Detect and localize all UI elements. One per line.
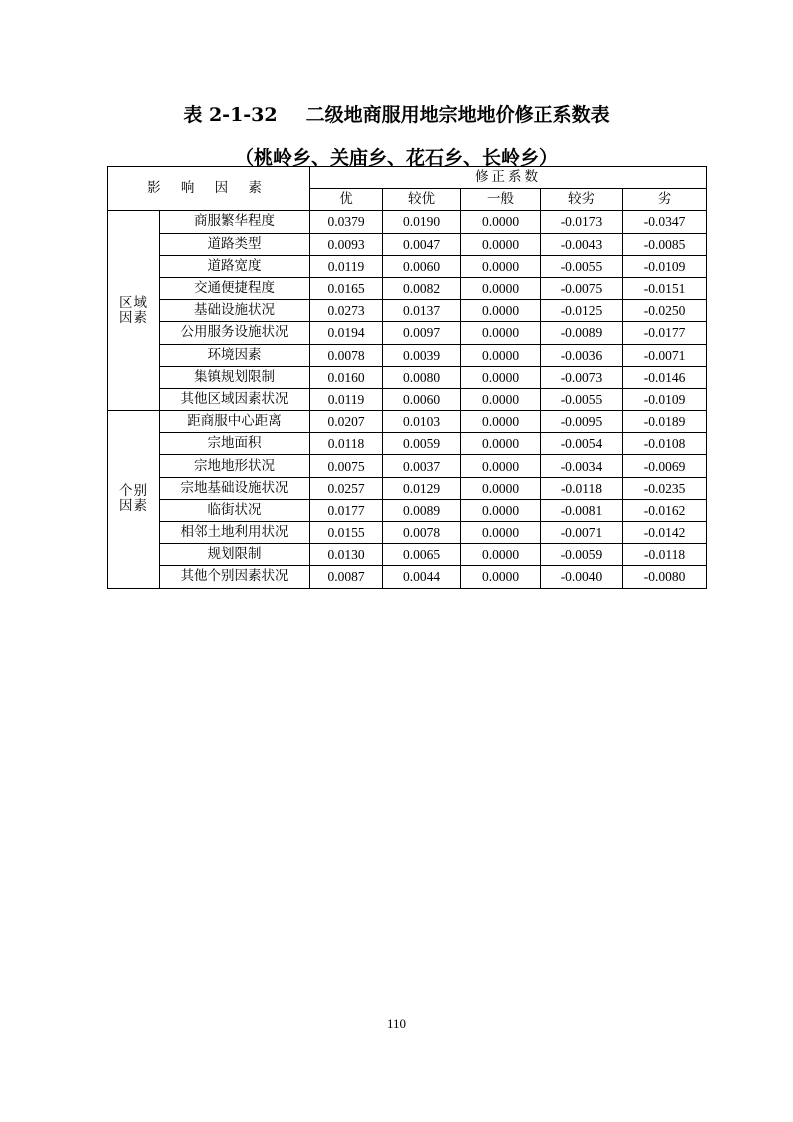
coef-value: -0.0089 bbox=[541, 322, 623, 344]
table-title bbox=[0, 100, 793, 127]
factor-name: 宗地基础设施状况 bbox=[160, 477, 310, 499]
factor-name: 集镇规划限制 bbox=[160, 366, 310, 388]
coef-value: -0.0162 bbox=[623, 499, 707, 521]
coef-value: 0.0000 bbox=[461, 211, 541, 233]
coef-value: 0.0000 bbox=[461, 566, 541, 588]
group-label-line: 区域 bbox=[119, 294, 148, 311]
coef-value: 0.0000 bbox=[461, 388, 541, 410]
factor-name: 规划限制 bbox=[160, 544, 310, 566]
coef-value: 0.0190 bbox=[383, 211, 461, 233]
coef-value: 0.0118 bbox=[310, 433, 383, 455]
correction-coefficient-table bbox=[107, 166, 707, 589]
coef-value: -0.0118 bbox=[623, 544, 707, 566]
factor-name: 商服繁华程度 bbox=[160, 211, 310, 233]
coef-value: -0.0109 bbox=[623, 388, 707, 410]
coef-value: 0.0119 bbox=[310, 388, 383, 410]
coef-value: -0.0250 bbox=[623, 300, 707, 322]
factor-name: 相邻土地利用状况 bbox=[160, 522, 310, 544]
coef-value: 0.0000 bbox=[461, 433, 541, 455]
coef-value: 0.0060 bbox=[383, 388, 461, 410]
coef-value: 0.0082 bbox=[383, 277, 461, 299]
table-row bbox=[108, 566, 707, 588]
coef-value: -0.0146 bbox=[623, 366, 707, 388]
coef-value: 0.0065 bbox=[383, 544, 461, 566]
group-label-line: 因素 bbox=[119, 498, 148, 515]
header-level: 一般 bbox=[461, 189, 541, 211]
coef-value: 0.0078 bbox=[383, 522, 461, 544]
coef-value: -0.0034 bbox=[541, 455, 623, 477]
coef-value: 0.0000 bbox=[461, 344, 541, 366]
coef-value: -0.0085 bbox=[623, 233, 707, 255]
coef-value: -0.0075 bbox=[541, 277, 623, 299]
coef-value: -0.0173 bbox=[541, 211, 623, 233]
coef-value: 0.0078 bbox=[310, 344, 383, 366]
coef-value: -0.0040 bbox=[541, 566, 623, 588]
factor-name: 临街状况 bbox=[160, 499, 310, 521]
coef-value: 0.0130 bbox=[310, 544, 383, 566]
coef-value: 0.0000 bbox=[461, 255, 541, 277]
table-row bbox=[108, 544, 707, 566]
header-level: 优 bbox=[310, 189, 383, 211]
table-row bbox=[108, 322, 707, 344]
header-row-1 bbox=[108, 167, 707, 189]
group-label bbox=[108, 211, 160, 411]
coef-value: 0.0000 bbox=[461, 499, 541, 521]
coef-value: 0.0155 bbox=[310, 522, 383, 544]
table-row bbox=[108, 477, 707, 499]
coef-value: -0.0151 bbox=[623, 277, 707, 299]
factor-name: 宗地地形状况 bbox=[160, 455, 310, 477]
header-level: 较劣 bbox=[541, 189, 623, 211]
coef-value: 0.0273 bbox=[310, 300, 383, 322]
factor-name: 宗地面积 bbox=[160, 433, 310, 455]
table-row bbox=[108, 411, 707, 433]
coef-value: 0.0257 bbox=[310, 477, 383, 499]
coef-value: 0.0039 bbox=[383, 344, 461, 366]
factor-name: 交通便捷程度 bbox=[160, 277, 310, 299]
coef-value: -0.0080 bbox=[623, 566, 707, 588]
header-level: 较优 bbox=[383, 189, 461, 211]
coef-value: 0.0060 bbox=[383, 255, 461, 277]
table-title-text: 二级地商服用地宗地地价修正系数表 bbox=[305, 104, 610, 126]
factor-name: 公用服务设施状况 bbox=[160, 322, 310, 344]
coef-value: 0.0087 bbox=[310, 566, 383, 588]
coef-value: -0.0109 bbox=[623, 255, 707, 277]
coef-value: 0.0194 bbox=[310, 322, 383, 344]
factor-name: 道路类型 bbox=[160, 233, 310, 255]
page-number: 110 bbox=[386, 1016, 407, 1031]
group-label-line: 因素 bbox=[119, 309, 148, 326]
table-number: 表 2-1-32 bbox=[183, 104, 278, 126]
coef-value: 0.0160 bbox=[310, 366, 383, 388]
coef-value: 0.0093 bbox=[310, 233, 383, 255]
table-row bbox=[108, 277, 707, 299]
coef-value: -0.0055 bbox=[541, 388, 623, 410]
factor-name: 环境因素 bbox=[160, 344, 310, 366]
factor-name: 道路宽度 bbox=[160, 255, 310, 277]
factor-name: 其他个别因素状况 bbox=[160, 566, 310, 588]
table-row bbox=[108, 388, 707, 410]
coef-value: -0.0177 bbox=[623, 322, 707, 344]
coef-value: -0.0095 bbox=[541, 411, 623, 433]
coef-value: 0.0000 bbox=[461, 477, 541, 499]
coef-value: 0.0000 bbox=[461, 366, 541, 388]
factor-name: 基础设施状况 bbox=[160, 300, 310, 322]
coef-value: -0.0069 bbox=[623, 455, 707, 477]
coef-value: 0.0379 bbox=[310, 211, 383, 233]
coef-value: 0.0000 bbox=[461, 277, 541, 299]
coef-value: -0.0073 bbox=[541, 366, 623, 388]
coef-value: 0.0000 bbox=[461, 544, 541, 566]
table-row bbox=[108, 344, 707, 366]
coef-value: -0.0081 bbox=[541, 499, 623, 521]
coef-value: 0.0165 bbox=[310, 277, 383, 299]
coef-value: 0.0000 bbox=[461, 411, 541, 433]
header-factor: 影 响 因 素 bbox=[108, 167, 310, 211]
table-row bbox=[108, 233, 707, 255]
coef-value: 0.0097 bbox=[383, 322, 461, 344]
table-row bbox=[108, 433, 707, 455]
coef-value: 0.0177 bbox=[310, 499, 383, 521]
coef-value: -0.0071 bbox=[623, 344, 707, 366]
coef-value: -0.0347 bbox=[623, 211, 707, 233]
coef-value: 0.0129 bbox=[383, 477, 461, 499]
factor-name: 其他区域因素状况 bbox=[160, 388, 310, 410]
coef-value: -0.0118 bbox=[541, 477, 623, 499]
coef-value: 0.0137 bbox=[383, 300, 461, 322]
coef-value: 0.0000 bbox=[461, 522, 541, 544]
table-row bbox=[108, 255, 707, 277]
coef-value: 0.0207 bbox=[310, 411, 383, 433]
coef-value: 0.0044 bbox=[383, 566, 461, 588]
table-row bbox=[108, 522, 707, 544]
coef-value: 0.0089 bbox=[383, 499, 461, 521]
factor-name: 距商服中心距离 bbox=[160, 411, 310, 433]
coef-value: -0.0059 bbox=[541, 544, 623, 566]
header-coef: 修正系数 bbox=[310, 167, 707, 189]
table-row bbox=[108, 366, 707, 388]
coef-value: -0.0036 bbox=[541, 344, 623, 366]
header-level: 劣 bbox=[623, 189, 707, 211]
coef-value: 0.0000 bbox=[461, 455, 541, 477]
coef-value: 0.0000 bbox=[461, 233, 541, 255]
coef-value: -0.0055 bbox=[541, 255, 623, 277]
coef-value: -0.0054 bbox=[541, 433, 623, 455]
coef-value: -0.0142 bbox=[623, 522, 707, 544]
coef-value: 0.0119 bbox=[310, 255, 383, 277]
coef-value: 0.0047 bbox=[383, 233, 461, 255]
coef-value: 0.0075 bbox=[310, 455, 383, 477]
table-row bbox=[108, 211, 707, 233]
coef-value: -0.0235 bbox=[623, 477, 707, 499]
coef-value: 0.0103 bbox=[383, 411, 461, 433]
group-label bbox=[108, 411, 160, 589]
coef-value: 0.0080 bbox=[383, 366, 461, 388]
coef-value: 0.0000 bbox=[461, 322, 541, 344]
coef-value: -0.0043 bbox=[541, 233, 623, 255]
table-subtitle: （桃岭乡、关庙乡、花石乡、长岭乡） bbox=[234, 147, 558, 169]
coef-value: -0.0071 bbox=[541, 522, 623, 544]
coef-value: 0.0037 bbox=[383, 455, 461, 477]
coef-value: 0.0000 bbox=[461, 300, 541, 322]
coef-value: -0.0108 bbox=[623, 433, 707, 455]
table-row bbox=[108, 455, 707, 477]
coef-value: -0.0125 bbox=[541, 300, 623, 322]
coef-value: -0.0189 bbox=[623, 411, 707, 433]
group-label-line: 个别 bbox=[119, 483, 148, 500]
coef-value: 0.0059 bbox=[383, 433, 461, 455]
table-row bbox=[108, 499, 707, 521]
table-row bbox=[108, 300, 707, 322]
